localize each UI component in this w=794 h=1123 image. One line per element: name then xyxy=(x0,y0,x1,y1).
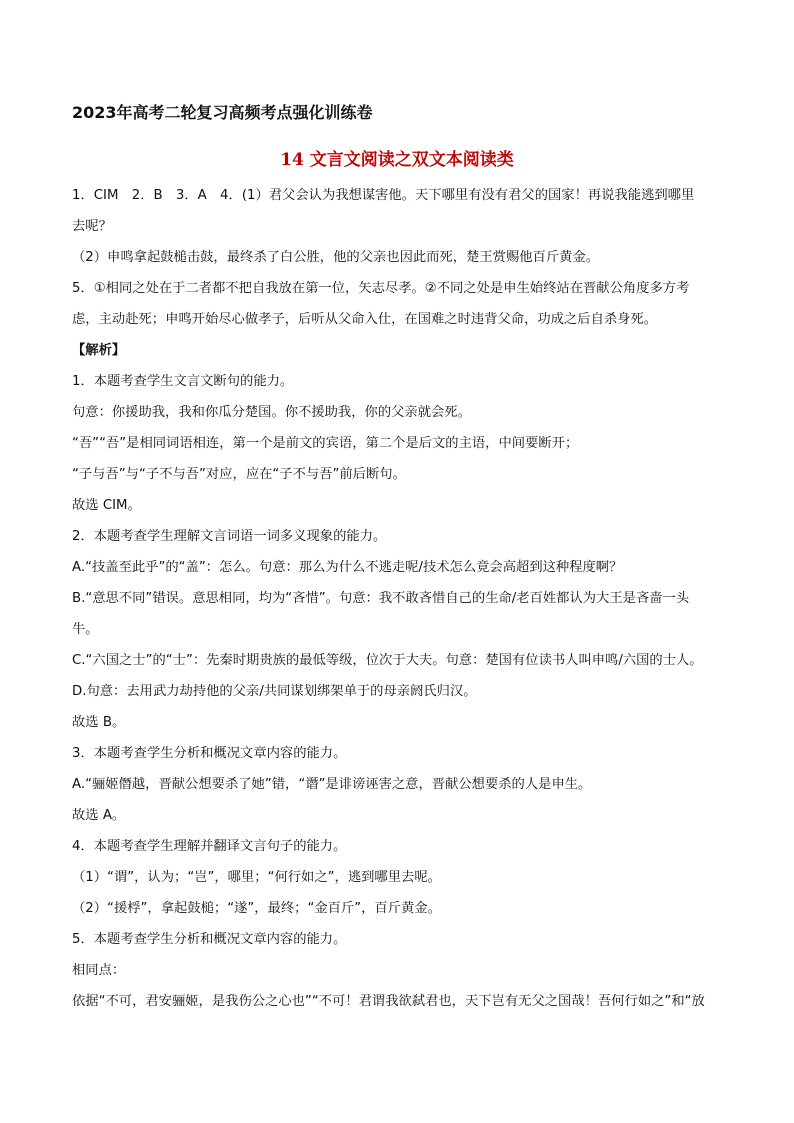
body-line: （2）申鸣拿起鼓槌击鼓，最终杀了白公胜，他的父亲也因此而死，楚王赏赐他百斤黄金。 xyxy=(72,250,600,265)
document-title: 14 文言文阅读之双文本阅读类 xyxy=(280,150,514,170)
body-line: “子与吾”与“子不与吾”对应，应在“子不与吾”前后断句。 xyxy=(72,467,406,482)
answer-body xyxy=(72,180,722,1017)
body-line: B.“意思不同”错误。意思相同，均为“吝惜”。句意：我不敢吝惜自己的生命/老百姓都认为大王是吝啬一头 xyxy=(72,591,690,606)
body-line: 3．本题考查学生分析和概况文章内容的能力。 xyxy=(72,746,347,761)
body-line: 虑，主动赴死；申鸣开始尽心做孝子，后听从父命入仕，在国难之时违背父命，功成之后自杀身死。 xyxy=(72,312,658,327)
body-line: D.句意：去用武力劫持他的父亲/共同谋划绑架单于的母亲阏氏归汉。 xyxy=(72,684,477,699)
body-line: 2．本题考查学生理解文言词语一词多义现象的能力。 xyxy=(72,529,387,544)
exam-series-title: 2023年高考二轮复习高频考点强化训练卷 xyxy=(72,103,373,122)
body-line: 牛。 xyxy=(72,622,99,637)
body-line: A.“骊姬僭越，晋献公想要杀了她”错，“谮”是诽谤诬害之意，晋献公想要杀的人是申生。 xyxy=(72,777,592,792)
body-line: 故选 A。 xyxy=(72,808,126,823)
body-line: C.“六国之士”的“士”：先秦时期贵族的最低等级，位次于大夫。句意：楚国有位读书人叫申鸣/六国的士人。 xyxy=(72,653,703,668)
body-line: （1）“谓”，认为；“岂”，哪里；“何行如之”，逃到哪里去呢。 xyxy=(72,870,441,885)
body-line: 故选 B。 xyxy=(72,715,126,730)
body-line: 5．本题考查学生分析和概况文章内容的能力。 xyxy=(72,932,347,947)
body-line: 依据“不可，君安骊姬，是我伤公之心也”“不可！君谓我欲弑君也，天下岂有无父之国哉！吾何行如之”和“放 xyxy=(72,994,705,1009)
body-line: A.“技盖至此乎”的“盖”：怎么。句意：那么为什么不逃走呢/技术怎么竟会高超到这种程度啊？ xyxy=(72,560,623,575)
body-line: 句意：你援助我，我和你瓜分楚国。你不援助我，你的父亲就会死。 xyxy=(72,405,471,420)
body-line: 故选 CIM。 xyxy=(72,498,141,513)
body-line: （2）“援桴”，拿起鼓槌；“遂”，最终；“金百斤”，百斤黄金。 xyxy=(72,901,441,916)
body-line: 去呢？ xyxy=(72,219,112,234)
body-line: 相同点： xyxy=(72,963,126,978)
body-line: 5．①相同之处在于二者都不把自我放在第一位，矢志尽孝。②不同之处是申生始终站在晋献公角度多方考 xyxy=(72,281,690,296)
body-line: 4．本题考查学生理解并翻译文言句子的能力。 xyxy=(72,839,347,854)
body-line: “吾”“吾”是相同词语相连，第一个是前文的宾语，第二个是后文的主语，中间要断开； xyxy=(72,436,579,451)
body-line: 1．本题考查学生文言文断句的能力。 xyxy=(72,374,294,389)
analysis-heading: 【解析】 xyxy=(72,343,126,358)
body-line: 1．CIM 2．B 3．A 4．(1）君父会认为我想谋害他。天下哪里有没有君父的国家！再说我能逃到哪里 xyxy=(72,188,695,203)
